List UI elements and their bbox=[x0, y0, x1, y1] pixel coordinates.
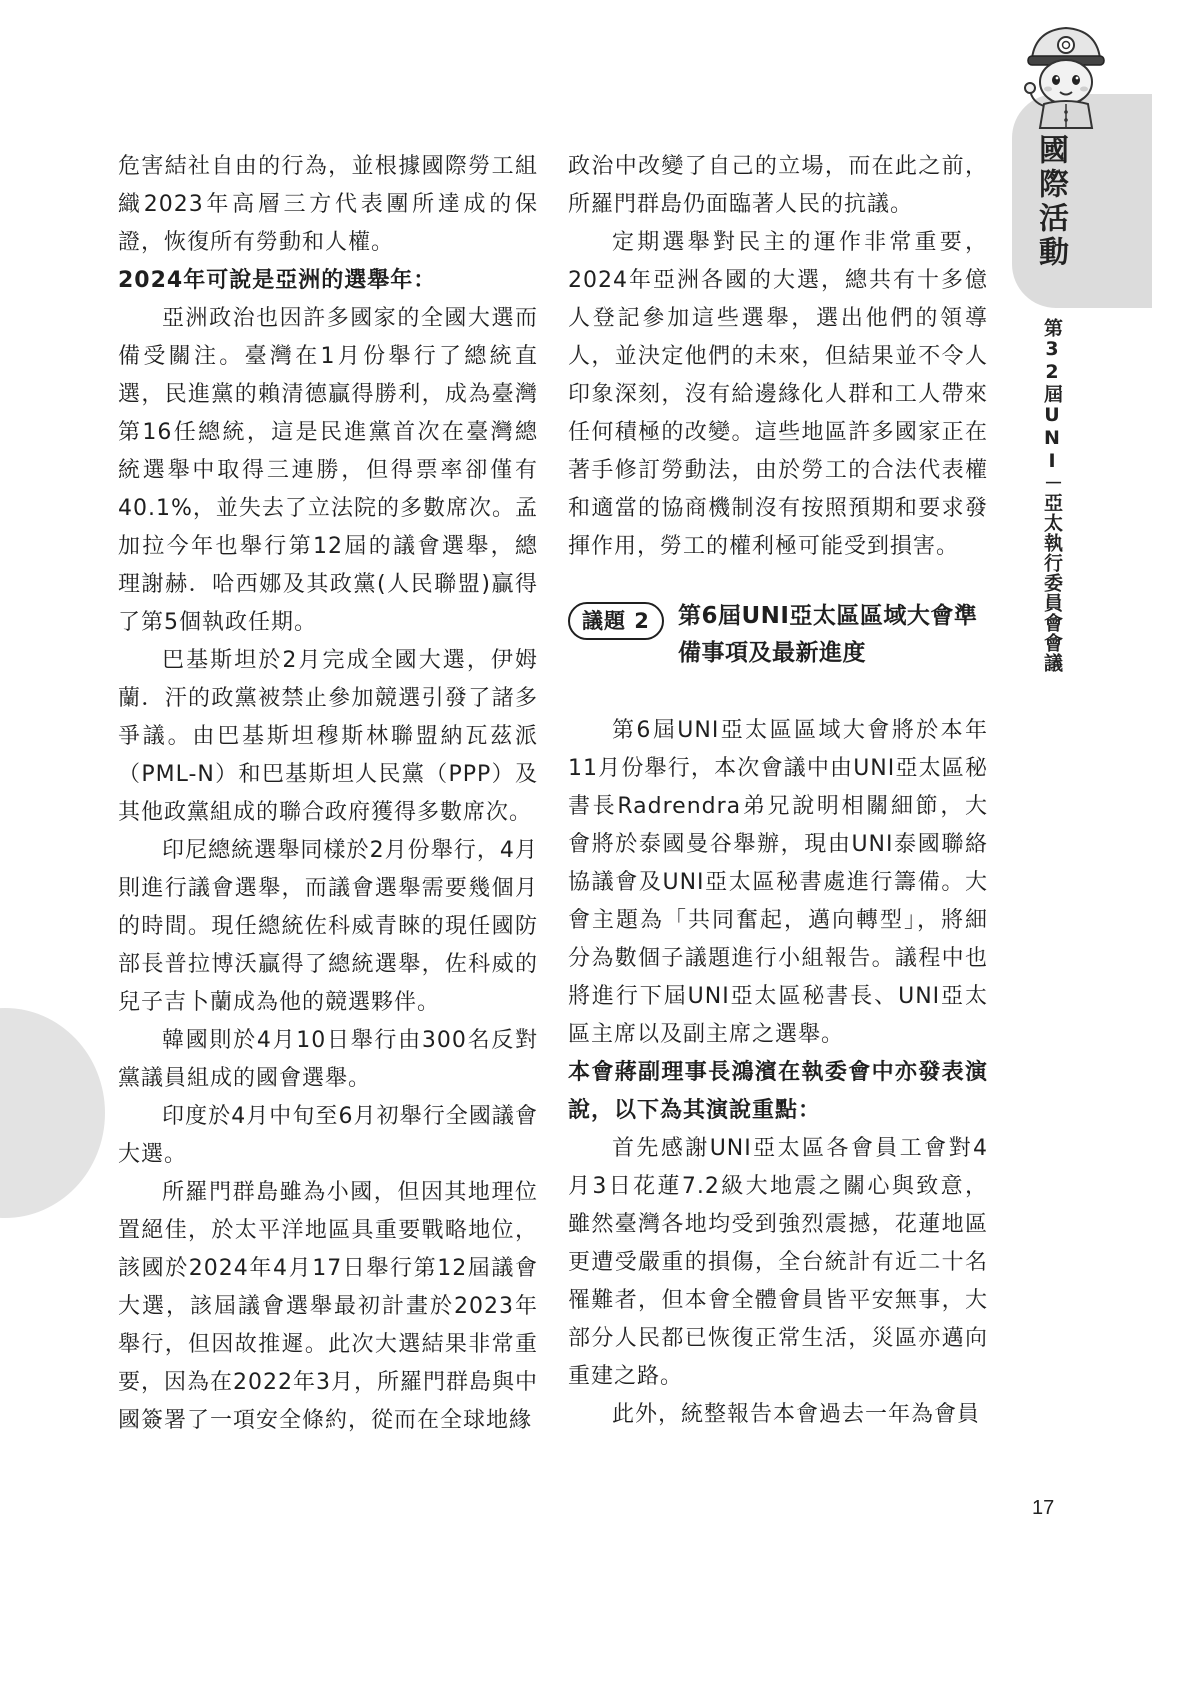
paragraph: 政治中改變了自己的立場，而在此之前，所羅門群島仍面臨著人民的抗議。 bbox=[568, 154, 988, 217]
right-column bbox=[568, 148, 988, 1434]
topic-heading bbox=[568, 598, 988, 672]
decorative-circle bbox=[0, 1008, 105, 1218]
left-column bbox=[118, 148, 538, 1440]
paragraph: 亞洲政治也因許多國家的全國大選而備受關注。臺灣在1月份舉行了總統直選，民進黨的賴清德贏得勝利，成為臺灣第16任總統，這是民進黨首次在臺灣總統選舉中取得三連勝，但得票率卻僅有40.1%，並失去了立法院的多數席次。孟加拉今年也舉行第12屆的議會選舉，總理謝赫．哈西娜及其政黨(人民聯盟)贏得了第5個執政任期。 bbox=[118, 306, 538, 635]
paragraph: 巴基斯坦於2月完成全國大選，伊姆蘭．汗的政黨被禁止參加競選引發了諸多爭議。由巴基斯坦穆斯林聯盟納瓦茲派（PML-N）和巴基斯坦人民黨（PPP）及其他政黨組成的聯合政府獲得多數席次。 bbox=[118, 648, 538, 825]
paragraph: 危害結社自由的行為，並根據國際勞工組織2023年高層三方代表團所達成的保證，恢復所有勞動和人權。 bbox=[118, 154, 538, 255]
police-mascot-icon bbox=[1018, 20, 1110, 132]
page-number: 17 bbox=[1032, 1497, 1055, 1519]
section-heading: 2024年可說是亞洲的選舉年： bbox=[118, 268, 437, 293]
paragraph: 首先感謝UNI亞太區各會員工會對4月3日花蓮7.2級大地震之關心與致意，雖然臺灣各地均受到強烈震撼，花蓮地區更遭受嚴重的損傷，全台統計有近二十名罹難者，但本會全體會員皆平安無事，大部分人民都已恢復正常生活，災區亦邁向重建之路。 bbox=[568, 1136, 988, 1389]
paragraph: 定期選舉對民主的運作非常重要，2024年亞洲各國的大選，總共有十多億人登記參加這些選舉，選出他們的領導人，並決定他們的未來，但結果並不令人印象深刻，沒有給邊緣化人群和工人帶來任何積極的改變。這些地區許多國家正在著手修訂勞動法，由於勞工的合法代表權和適當的協商機制沒有按照預期和要求發揮作用，勞工的權利極可能受到損害。 bbox=[568, 230, 988, 559]
paragraph: 此外，統整報告本會過去一年為會員 bbox=[612, 1402, 981, 1427]
paragraph: 第6屆UNI亞太區區域大會將於本年11月份舉行，本次會議中由UNI亞太區秘書長Radrendra弟兄說明相關細節，大會將於泰國曼谷舉辦，現由UNI泰國聯絡協議會及UNI亞太區秘書處進行籌備。大會主題為「共同奮起，邁向轉型」，將細分為數個子議題進行小組報告。議程中也將進行下屆UNI亞太區秘書長、UNI亞太區主席以及副主席之選舉。 bbox=[568, 718, 988, 1047]
section-heading: 本會蔣副理事長鴻濱在執委會中亦發表演說，以下為其演說重點： bbox=[568, 1060, 988, 1123]
paragraph: 印度於4月中旬至6月初舉行全國議會大選。 bbox=[118, 1104, 538, 1167]
paragraph: 韓國則於4月10日舉行由300名反對黨議員組成的國會選舉。 bbox=[118, 1028, 538, 1091]
section-tab-label: 國際活動 bbox=[1033, 134, 1068, 270]
topic-title: 第6屆UNI亞太區區域大會準備事項及最新進度 bbox=[677, 603, 978, 666]
topic-badge: 議題 2 bbox=[568, 602, 664, 640]
paragraph: 印尼總統選舉同樣於2月份舉行，4月則進行議會選舉，而議會選舉需要幾個月的時間。現任總統佐科威青睞的現任國防部長普拉博沃贏得了總統選舉，佐科威的兒子吉卜蘭成為他的競選夥伴。 bbox=[118, 838, 538, 1015]
paragraph: 所羅門群島雖為小國，但因其地理位置絕佳，於太平洋地區具重要戰略地位，該國於2024年4月17日舉行第12屆議會大選，該屆議會選舉最初計畫於2023年舉行，但因故推遲。此次大選結果非常重要，因為在2022年3月，所羅門群島與中國簽署了一項安全條約，從而在全球地緣 bbox=[118, 1180, 538, 1433]
section-subtitle: 第32屆UNI－亞太執行委員會會議 bbox=[1041, 318, 1063, 673]
